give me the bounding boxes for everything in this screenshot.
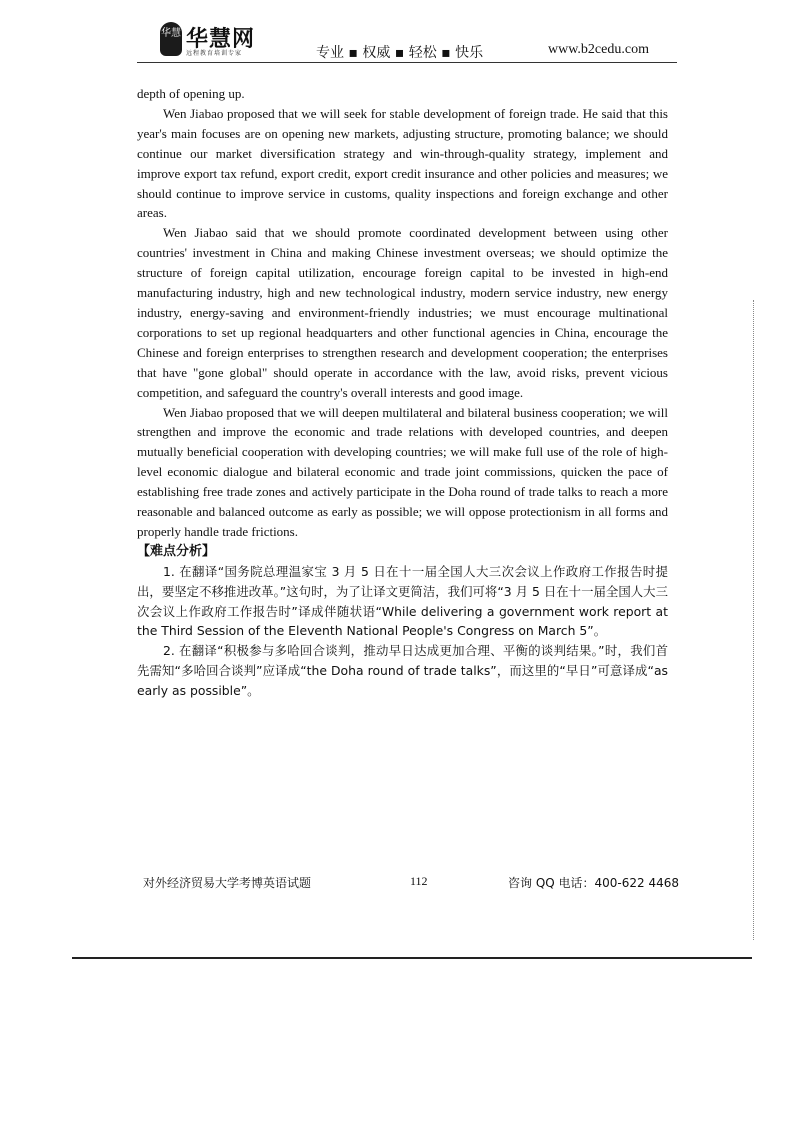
logo-subtitle: 远程教育培训专家 xyxy=(186,50,243,57)
analysis-heading: 【难点分析】 xyxy=(137,543,216,559)
header-url[interactable]: www.b2cedu.com xyxy=(548,42,649,57)
bottom-divider xyxy=(72,957,752,959)
site-logo xyxy=(160,18,260,60)
paragraph-cooperation: Wen Jiabao proposed that we will deepen multilateral and bilateral business cooperation; we will strengthen and improve the economic and trade relations with developed countries, and deepen mutually beneficial cooperation with developing countries; we will make full use of the role of high-level economic dialogue and bilateral economic and trade joint commissions, quicken the pace of establishing free trade zones and actively participate in the Doha round of trade talks to reach a more reasonable and balanced outcome as early as possible; we will oppose protectionism in all forms and properly handle trade frictions. xyxy=(137,404,668,539)
footer-page-number: 112 xyxy=(410,874,428,888)
analysis-point-2: 2. 在翻译“积极参与多哈回合谈判，推动早日达成更加合理、平衡的谈判结果。”时，我们首先需知“多哈回合谈判”应译成“the Doha round of trade talks”，而这里的“早日”可意译成“as early as possible”。 xyxy=(137,643,668,699)
footer-contact: 咨询 QQ 电话：400-622 4468 xyxy=(508,876,680,890)
header-divider xyxy=(137,62,677,63)
scan-edge-marks xyxy=(753,300,755,940)
header-slogan: 专业 ▪ 权威 ▪ 轻松 ▪ 快乐 xyxy=(316,45,484,61)
paragraph-investment: Wen Jiabao said that we should promote coordinated development between using other countries' investment in China and making Chinese investment overseas; we should optimize the structure of foreign capital utilization, encourage foreign capital to be invested in high-end manufacturing industry, high and new technological industry, modern service industry, new energy industry, energy-saving and environment-friendly industries; we must encourage multinational corporations to set up regional headquarters and other functional agencies in China, encourage the Chinese and foreign enterprises to strengthen research and development cooperation; the enterprises that have "gone global" should operate in accordance with the law, avoid risks, prevent vicious competition, and safeguard the country's overall interests and good image. xyxy=(137,225,668,400)
logo-text: 华慧网 xyxy=(186,27,256,52)
footer-exam-title: 对外经济贸易大学考博英语试题 xyxy=(143,876,312,890)
analysis-point-1: 1. 在翻译“国务院总理温家宝 3 月 5 日在十一届全国人大三次会议上作政府工作报告时提出，要坚定不移推进改革。”这句时，为了让译文更简洁，我们可将“3 月 5 日在十一届全国人大三次会议上作政府工作报告时”译成伴随状语“While delivering a government work report at the Third Session of the Eleventh National People's Congress on March 5”。 xyxy=(137,563,668,639)
paragraph-continuation: depth of opening up. xyxy=(137,86,245,101)
page-content xyxy=(137,84,668,701)
logo-mark-icon: 华慧 xyxy=(160,22,182,56)
paragraph-foreign-trade: Wen Jiabao proposed that we will seek for stable development of foreign trade. He said that this year's main focuses are on opening new markets, adjusting structure, promoting balance; we should continue our market diversification strategy and win-through-quality strategy, implement and improve export tax refund, export credit, export credit insurance and other policies and measures; we should continue to improve service in customs, quality inspections and foreign exchange and other areas. xyxy=(137,105,668,221)
